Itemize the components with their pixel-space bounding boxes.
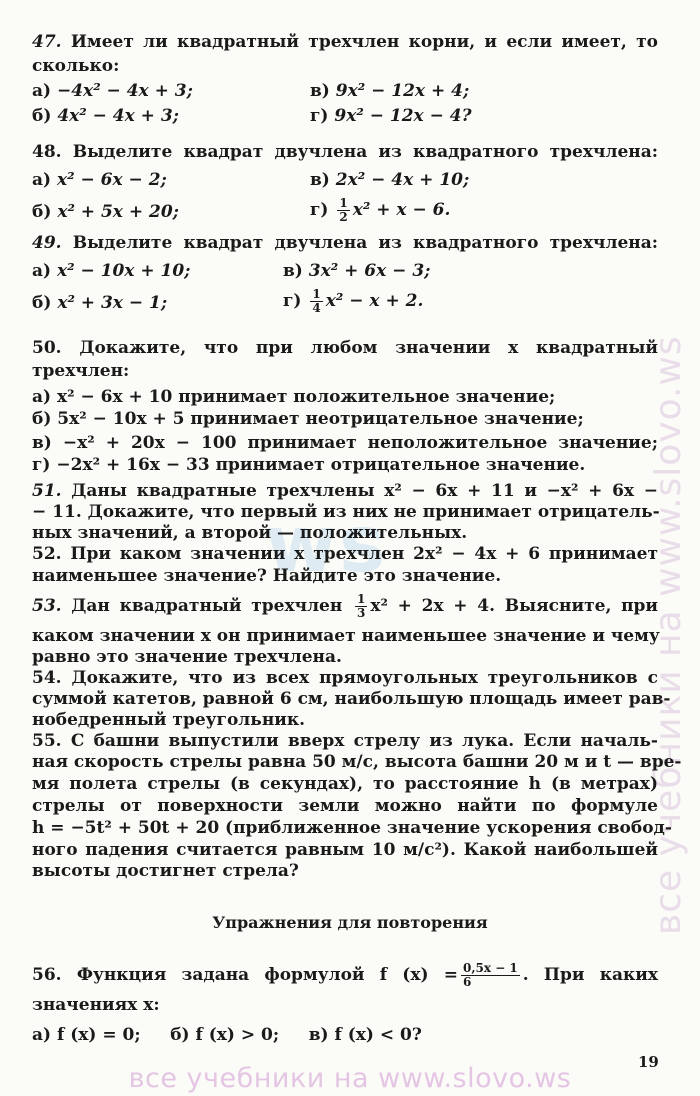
p50-item-v: в) −x² + 20x − 100 принимает неположительное значение;	[32, 433, 658, 453]
fraction: $\frac{1}{2}$	[339, 196, 348, 224]
p47-line1: 47. Имеет ли квадратный трехчлен корни, и если имеет, то	[32, 32, 658, 52]
p49-option-g: г) $\frac{1}{4}$ x² − x + 2.	[283, 287, 424, 315]
p55-line3: мя полета стрелы (в секундах), то расстояние h (в метрах)	[32, 774, 658, 794]
p49-option-v: в) 3x² + 6x − 3;	[283, 261, 431, 281]
p47-option-b: б) 4x² − 4x + 3;	[32, 106, 179, 126]
p48-option-g: г) $\frac{1}{2}$ x² + x − 6.	[310, 196, 451, 224]
p52-line2: наименьшее значение? Найдите это значение.	[32, 566, 502, 586]
bottom-watermark: все учебники на www.slovo.ws	[128, 1063, 572, 1094]
fraction: $\frac{1}{3}$	[357, 592, 366, 620]
p48-option-v: в) 2x² − 4x + 10;	[310, 170, 470, 190]
p47-option-g: г) 9x² − 12x − 4?	[310, 106, 472, 126]
p48-option-b: б) x² + 5x + 20;	[32, 202, 179, 222]
p47-option-v: в) 9x² − 12x + 4;	[310, 81, 470, 101]
p47-line2: сколько:	[32, 56, 120, 76]
p55-line5: h = −5t² + 50t + 20 (приближенное значение ускорения свобод-	[32, 818, 672, 838]
p55-line6: ного падения считается равным 10 м/с²). Какой наибольшей	[32, 840, 658, 860]
p52-line1: 52. При каком значении x трехчлен 2x² − 4x + 6 принимает	[32, 544, 658, 564]
page-number: 19	[638, 1053, 659, 1071]
p54-line3: нобедренный треугольник.	[32, 710, 306, 730]
p53-line1: 53. Дан квадратный трехчлен $\frac{1}{3}$ x² + 2x + 4. Выясните, при	[32, 592, 659, 620]
p50-item-a: а) x² − 6x + 10 принимает положительное значение;	[32, 387, 556, 407]
p56-line1: 56. Функция задана формулой f (x) = $\frac{0,5x - 1}{6}$ . При каких	[32, 961, 659, 989]
p51-line2: − 11. Докажите, что первый из них не принимает отрицатель-	[32, 502, 660, 522]
p51-line3: ных значений, а второй — положительных.	[32, 523, 468, 543]
p50-line2: трехчлен:	[32, 361, 130, 381]
p56-line2: значениях x:	[32, 995, 160, 1015]
p50-item-b: б) 5x² − 10x + 5 принимает неотрицательное значение;	[32, 409, 584, 429]
fraction: $\frac{0,5x - 1}{6}$	[462, 961, 518, 989]
p49-option-a: а) x² − 10x + 10;	[32, 261, 191, 281]
fraction: $\frac{1}{4}$	[312, 287, 321, 315]
p50-item-g: г) −2x² + 16x − 33 принимает отрицательное значение.	[32, 455, 586, 475]
p53-line2: каком значении x он принимает наименьшее значение и чему	[32, 626, 660, 646]
p49-line1: 49. Выделите квадрат двучлена из квадратного трехчлена:	[32, 233, 658, 253]
side-watermark: все учебники на www.slovo.ws	[648, 335, 689, 935]
p56-line3: а) f (x) = 0; б) f (x) > 0; в) f (x) < 0?	[32, 1025, 422, 1045]
p51-line1: 51. Даны квадратные трехчлены x² − 6x + 11 и −x² + 6x −	[32, 481, 658, 501]
p54-line2: суммой катетов, равной 6 см, наибольшую площадь имеет рав-	[32, 689, 671, 709]
p55-line1: 55. С башни выпустили вверх стрелу из лука. Если началь-	[32, 731, 658, 751]
p53-line3: равно это значение трехчлена.	[32, 647, 342, 667]
p55-line2: ная скорость стрелы равна 50 м/с, высота башни 20 м и t — вре-	[32, 752, 682, 772]
p49-option-b: б) x² + 3x − 1;	[32, 293, 168, 313]
p47-option-a: а) −4x² − 4x + 3;	[32, 81, 193, 101]
p55-line7: высоты достигнет стрела?	[32, 861, 299, 881]
p50-line1: 50. Докажите, что при любом значении x квадратный	[32, 338, 658, 358]
p54-line1: 54. Докажите, что из всех прямоугольных треугольников с	[32, 668, 658, 688]
p48-line1: 48. Выделите квадрат двучлена из квадратного трехчлена:	[32, 142, 658, 162]
section-heading: Упражнения для повторения	[212, 913, 488, 932]
p48-option-a: а) x² − 6x − 2;	[32, 170, 167, 190]
p55-line4: стрелы от поверхности земли можно найти по формуле	[32, 796, 658, 816]
center-watermark: ws	[265, 500, 388, 590]
